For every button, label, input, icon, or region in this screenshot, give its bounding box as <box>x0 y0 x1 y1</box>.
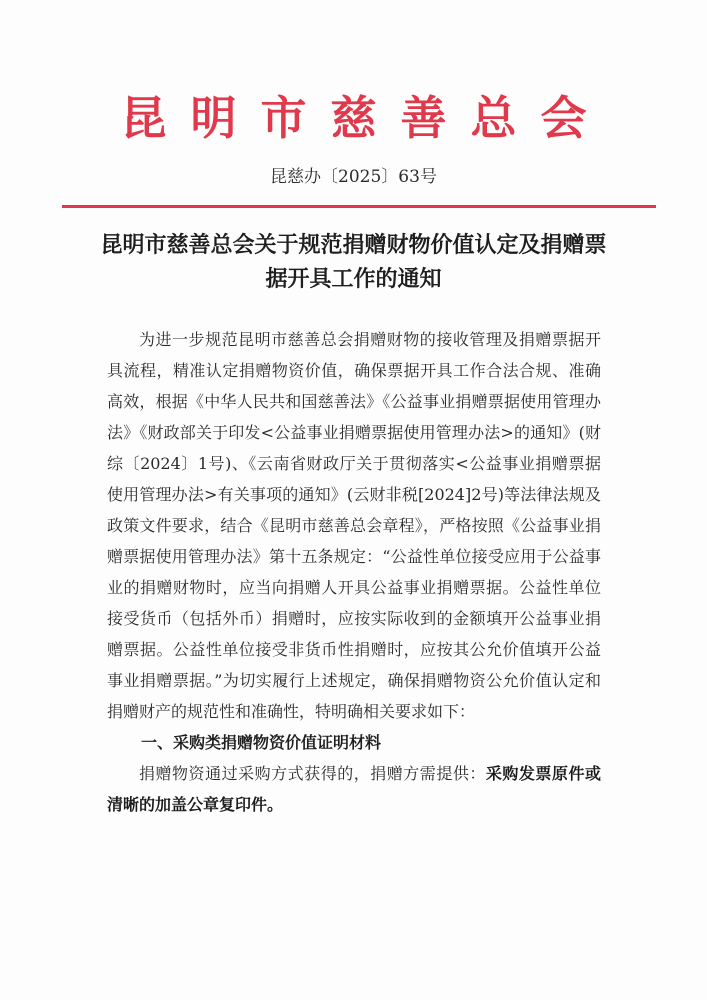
section-1-heading: 一、采购类捐赠物资价值证明材料 <box>141 733 382 752</box>
section-1-emphasis: 采购发票原件或清晰的加盖公章复印件。 <box>107 764 601 814</box>
org-masthead: 昆明市慈善总会 <box>120 91 611 145</box>
section-1-paragraph <box>107 758 601 820</box>
document-number: 昆慈办〔2025〕63号 <box>270 167 437 187</box>
document-body <box>107 324 601 820</box>
section-1-text: 捐赠物资通过采购方式获得的，捐赠方需提供： <box>139 764 486 783</box>
document-title: 昆明市慈善总会关于规范捐赠财物价值认定及捐赠票据开具工作的通知 <box>100 232 607 292</box>
red-divider-line <box>62 205 656 208</box>
intro-paragraph: 为进一步规范昆明市慈善总会捐赠财物的接收管理及捐赠票据开具流程，精准认定捐赠物资价值，确保票据开具工作合法合规、准确高效，根据《中华人民共和国慈善法》《公益事业捐赠票据使用管理办法》《财政部关于印发<公益事业捐赠票据使用管理办法>的通知》(财综〔2024〕1号)、《云南省财政厅关于贯彻落实<公益事业捐赠票据使用管理办法>有关事项的通知》(云财非税[2024]2号)等法律法规及政策文件要求，结合《昆明市慈善总会章程》，严格按照《公益事业捐赠票据使用管理办法》第十五条规定：“公益性单位接受应用于公益事业的捐赠财物时，应当向捐赠人开具公益事业捐赠票据。公益性单位接受货币（包括外币）捐赠时，应按实际收到的金额填开公益事业捐赠票据。公益性单位接受非货币性捐赠时，应按其公允价值填开公益事业捐赠票据。”为切实履行上述规定，确保捐赠物资公允价值认定和捐赠财产的规范性和准确性，特明确相关要求如下： <box>107 330 601 721</box>
